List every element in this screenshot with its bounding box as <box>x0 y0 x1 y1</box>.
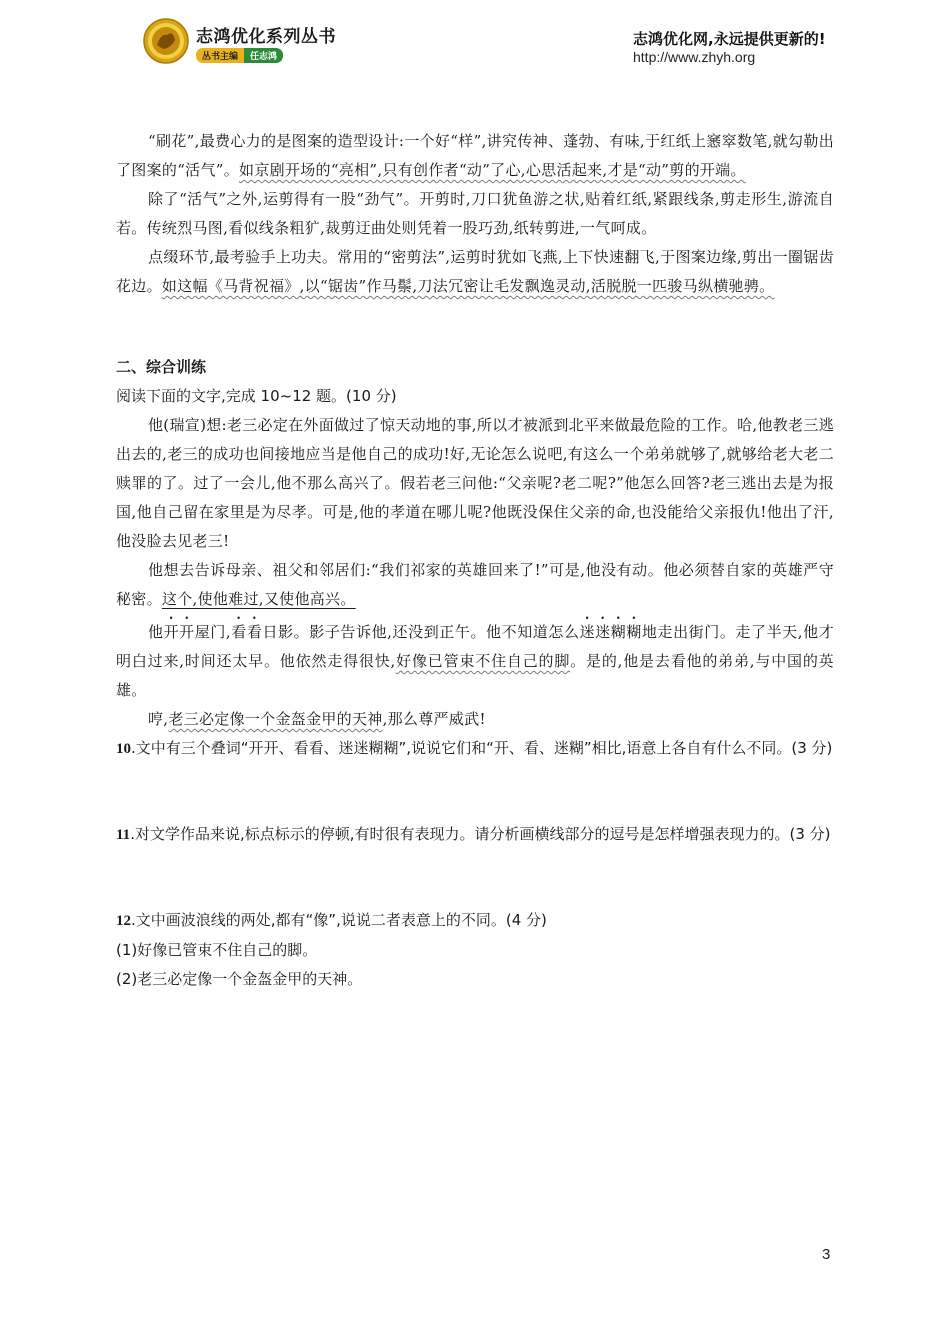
passage2-paragraph-3 <box>116 614 834 705</box>
dotted-reduplication: 看看 <box>231 623 263 641</box>
text-span: 他想去告诉母亲、祖父和邻居们:“我们祁家的英雄回来了!”可是,他没有动。他必须替自家的英雄严守秘密。 <box>116 561 834 608</box>
page-content <box>116 127 834 994</box>
passage1-paragraph-1 <box>116 127 834 185</box>
section-title: 二、综合训练 <box>116 358 207 376</box>
passage2-paragraph-4 <box>116 705 834 734</box>
dotted-reduplication: 迷迷糊糊 <box>579 623 642 641</box>
wavy-underlined-text: 如这幅《马背祝福》,以“锯齿”作马鬃,刀法冗密让毛发飘逸灵动,活脱脱一匹骏马纵横驰骋。 <box>161 277 775 295</box>
answer-space <box>116 764 834 820</box>
wavy-underlined-text: 好像已管束不住自己的脚 <box>395 652 571 670</box>
text-span: 地走出街门。走了半天,他才明白过来,时间还太早。他依然走得很快, <box>116 623 835 670</box>
section-intro: 阅读下面的文字,完成 10~12 题。(10 分) <box>116 387 397 405</box>
wavy-underlined-text: 如京剧开场的“亮相”,只有创作者“动”了心,心思活起来,才是“动”剪的开端。 <box>239 161 746 179</box>
page-number: 3 <box>822 1246 831 1263</box>
question-text: .文中画波浪线的两处,都有“像”,说说二者表意上的不同。(4 分) <box>131 911 547 929</box>
question-12-part-1: (1)好像已管束不住自己的脚。 <box>116 941 318 959</box>
question-10 <box>116 734 834 764</box>
text-span: 哼, <box>148 710 169 728</box>
text-span: 点缀环节,最考验手上功夫。常用的“密剪法”,运剪时犹如飞燕,上下快速翻飞,于图案边缘,剪出一圈锯齿花边。 <box>116 248 834 295</box>
question-number: 12 <box>116 913 131 929</box>
seal-logo-icon <box>143 18 189 64</box>
text-span: 他 <box>148 623 164 641</box>
editor-label: 丛书主编 <box>196 48 244 63</box>
series-title: 志鸿优化系列丛书 <box>196 27 336 47</box>
question-12-part-2: (2)老三必定像一个金盔金甲的天神。 <box>116 970 363 988</box>
text-span: 。是的,他是去看他的弟弟,与中国的英雄。 <box>116 652 834 699</box>
passage1-paragraph-2: 除了“活气”之外,运剪得有一股“劲气”。开剪时,刀口犹鱼游之状,贴着红纸,紧跟线条,剪走形生,游流自若。传统烈马图,看似线条粗犷,裁剪迂曲处则凭着一股巧劲,纸转剪进,一气呵成。 <box>116 190 834 237</box>
question-11 <box>116 820 834 850</box>
question-number: 11 <box>116 827 131 843</box>
question-text: .对文学作品来说,标点标示的停顿,有时很有表现力。请分析画横线部分的逗号是怎样增强表现力的。(3 分) <box>130 825 831 843</box>
question-text: .文中有三个叠词“开开、看看、迷迷糊糊”,说说它们和“开、看、迷糊”相比,语意上各自有什么不同。(3 分) <box>131 739 833 757</box>
site-slogan: 志鸿优化网,永远提供更新的! <box>633 30 826 48</box>
editor-tag <box>196 48 283 63</box>
wavy-underlined-text: 老三必定像一个金盔金甲的天神 <box>168 710 383 728</box>
passage2-paragraph-1: 他(瑞宣)想:老三必定在外面做过了惊天动地的事,所以才被派到北平来做最危险的工作。哈,他教老三逃出去的,老三的成功也间接地应当是他自己的成功!好,无论怎么说吧,有这么一个弟弟就够了,就够给老大老二赎罪的了。过了一会儿,他不那么高兴了。假若老三问他:“父亲呢?老二呢?”他怎么回答?老三逃出去是为报国,他自己留在家里是为尽孝。可是,他的孝道在哪儿呢?他既没保住父亲的命,也没能给父亲报仇!他出了汗,他没脸去见老三! <box>116 416 834 550</box>
question-number: 10 <box>116 741 131 757</box>
site-url: http://www.zhyh.org <box>633 49 756 65</box>
passage2-paragraph-2 <box>116 556 834 614</box>
page-header <box>0 0 950 80</box>
editor-name: 任志鸿 <box>244 48 283 63</box>
underlined-sentence: 这个,使他难过,又使他高兴。 <box>161 590 356 608</box>
dotted-reduplication: 开开 <box>163 623 195 641</box>
text-span: ,那么尊严威武! <box>382 710 486 728</box>
passage1-paragraph-3 <box>116 243 834 301</box>
answer-space <box>116 850 834 906</box>
question-12 <box>116 906 834 936</box>
text-span: “刷花”,最费心力的是图案的造型设计:一个好“样”,讲究传神、蓬勃、有味,于红纸上窸窣数笔,就勾勒出了图案的“活气”。 <box>116 132 834 179</box>
text-span: 日影。影子告诉他,还没到正午。他不知道怎么 <box>262 623 580 641</box>
text-span: 屋门, <box>194 623 232 641</box>
